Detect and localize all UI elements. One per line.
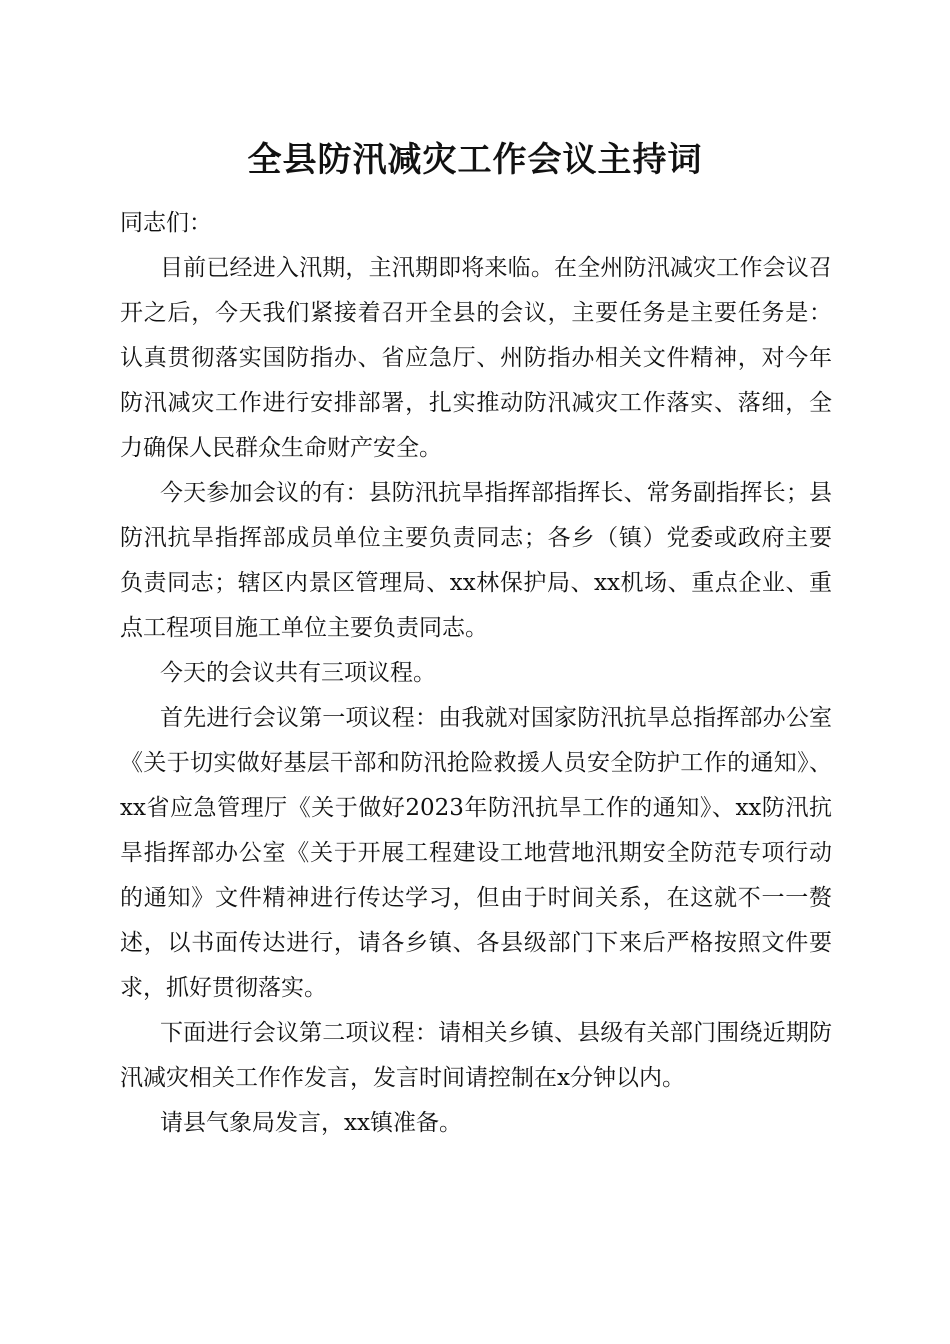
paragraph-attendees: 今天参加会议的有：县防汛抗旱指挥部指挥长、常务副指挥长；县防汛抗旱指挥部成员单位主要负责同志；各乡（镇）党委或政府主要负责同志；辖区内景区管理局、xx林保护局、xx机场、重点企业、重点工程项目施工单位主要负责同志。 [120,480,832,641]
paragraph-agenda-item-2: 下面进行会议第二项议程：请相关乡镇、县级有关部门围绕近期防汛减灾相关工作作发言，发言时间请控制在x分钟以内。 [120,1020,832,1091]
document-title: 全县防汛减灾工作会议主持词 [247,140,703,180]
paragraph-agenda-count: 今天的会议共有三项议程。 [160,660,436,686]
salutation: 同志们： [120,210,212,236]
document-body [120,201,832,1146]
paragraph-agenda-item-1: 首先进行会议第一项议程：由我就对国家防汛抗旱总指挥部办公室《关于切实做好基层干部和防汛抢险救援人员安全防护工作的通知》、xx省应急管理厅《关于做好2023年防汛抗旱工作的通知》、xx防汛抗旱指挥部办公室《关于开展工程建设工地营地汛期安全防范专项行动的通知》文件精神进行传达学习，但由于时间关系，在这就不一一赘述，以书面传达进行，请各乡镇、各县级部门下来后严格按照文件要求，抓好贯彻落实。 [120,705,832,1001]
paragraph-speaker-call: 请县气象局发言，xx镇准备。 [160,1110,462,1136]
paragraph-opening: 目前已经进入汛期，主汛期即将来临。在全州防汛减灾工作会议召开之后，今天我们紧接着召开全县的会议，主要任务是主要任务是：认真贯彻落实国防指办、省应急厅、州防指办相关文件精神，对今年防汛减灾工作进行安排部署，扎实推动防汛减灾工作落实、落细，全力确保人民群众生命财产安全。 [120,255,832,461]
